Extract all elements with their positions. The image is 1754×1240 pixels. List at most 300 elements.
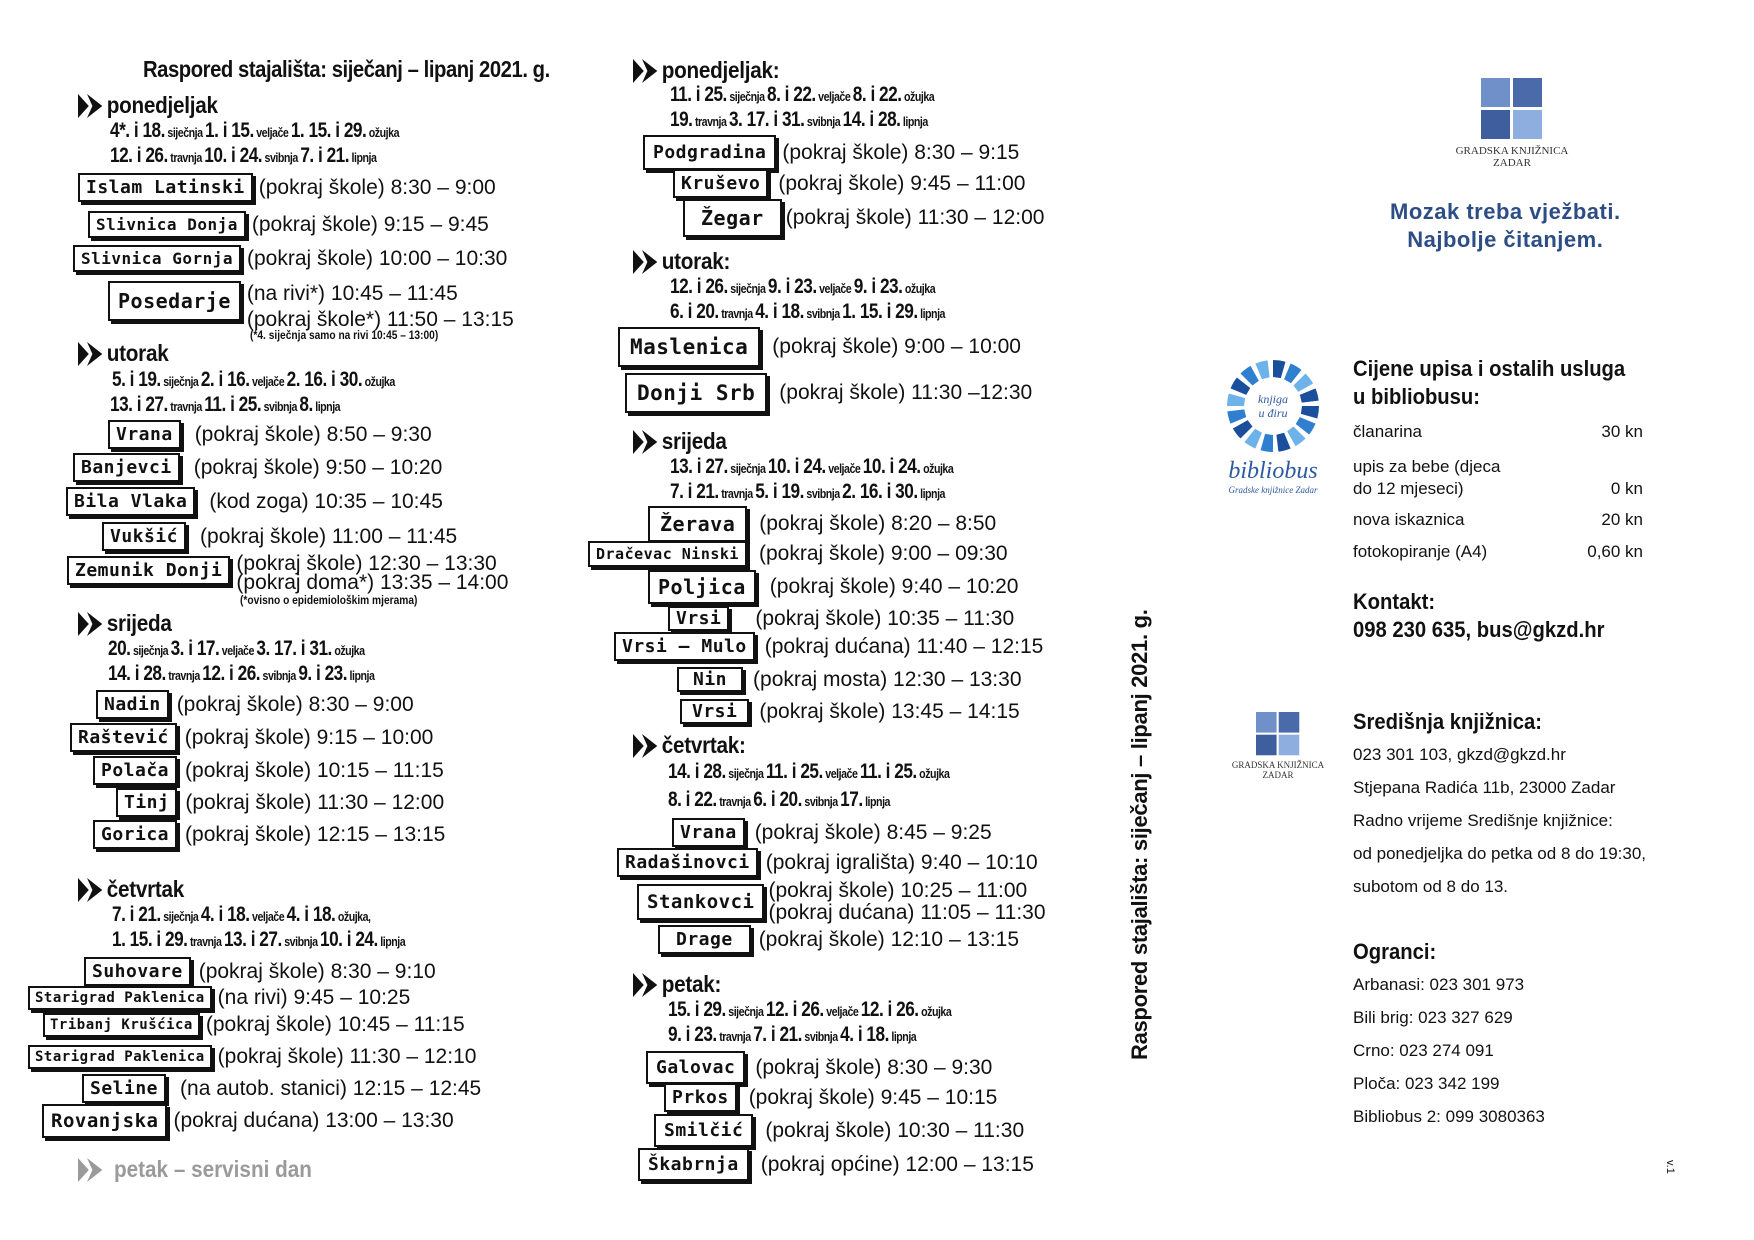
date-month: siječnja	[725, 766, 766, 781]
stop-name: Vrsi – Mulo	[614, 632, 755, 661]
arrow-icon	[78, 341, 103, 367]
arrow-icon	[633, 733, 658, 759]
central-line: od ponedjeljka do petka od 8 do 19:30,	[1353, 844, 1647, 863]
date-month: ožujka	[916, 766, 950, 781]
price-row	[1353, 542, 1643, 562]
day-label: ponedjeljak:	[661, 57, 780, 83]
bibliobus-wheel-icon	[1223, 356, 1323, 456]
stop-row	[78, 173, 496, 202]
date-month: svibnja	[281, 934, 320, 949]
date-numbers: 12. i 26.	[860, 998, 919, 1021]
date-numbers: 14. i 28.	[108, 662, 166, 685]
stop-time: (pokraj škole) 8:30 – 9:30	[755, 1055, 993, 1079]
stop-name: Radašinovci	[617, 848, 758, 877]
date-numbers: 4. i 18.	[755, 300, 804, 323]
stop-time: (pokraj mosta) 12:30 – 13:30	[753, 667, 1022, 691]
stop-row	[108, 420, 432, 449]
date-month: travnja	[716, 794, 754, 809]
day-heading-tuesday	[78, 340, 168, 367]
arrow-icon	[78, 93, 103, 119]
stop-time: (pokraj škole) 10:00 – 10:30	[247, 246, 508, 270]
date-numbers: 10. i 24.	[862, 455, 921, 478]
slogan-line: Mozak treba vježbati.	[1390, 199, 1621, 224]
stop-time: (pokraj škole) 8:30 – 9:10	[198, 959, 436, 983]
stop-name: Nin	[677, 667, 743, 692]
stop-time: (pokraj škole) 9:45 – 10:15	[748, 1085, 998, 1109]
stop-row	[116, 788, 444, 817]
stop-name: Žerava	[648, 506, 747, 542]
stop-row	[614, 632, 1043, 661]
stop-row	[646, 1051, 992, 1084]
stop-row	[42, 1104, 454, 1138]
bib-inner-2: u điru	[1258, 406, 1288, 420]
bibliobus-sub: Gradske knjižnice Zadar	[1228, 485, 1318, 495]
date-numbers: 1. 15. i 29.	[842, 300, 918, 323]
date-month: ožujka	[902, 281, 936, 296]
date-numbers: 19.	[670, 108, 693, 131]
day-label: srijeda	[661, 428, 727, 454]
footnote: (*ovisno o epidemiološkim mjerama)	[240, 593, 418, 607]
stop-name: Vrsi	[680, 699, 749, 724]
day-label: utorak	[106, 340, 169, 366]
date-numbers: 7. i 21.	[300, 144, 350, 167]
stop-name: Islam Latinski	[78, 173, 253, 202]
stop-name: Kruševo	[673, 169, 768, 198]
day-heading-thursday	[78, 876, 184, 903]
stop-row	[672, 818, 992, 847]
date-month: travnja	[167, 399, 205, 414]
date-month: veljače	[249, 909, 287, 924]
stop-time: (pokraj škole) 8:50 – 9:30	[194, 422, 432, 446]
date-month: siječnja	[164, 125, 206, 140]
date-numbers: 11. i 25.	[204, 393, 262, 416]
date-numbers: 1. 15. i 29.	[290, 119, 367, 142]
stop-name: Tribanj Krušćica	[43, 1013, 200, 1037]
central-title: Središnja knjižnica:	[1353, 709, 1542, 734]
day-label: ponedjeljak	[106, 92, 218, 118]
date-numbers: 4. i 18.	[840, 1023, 889, 1046]
library-logo-top	[1452, 78, 1572, 169]
stop-name: Dračevac Ninski	[588, 541, 747, 567]
date-numbers: 12. i 26.	[110, 144, 168, 167]
date-numbers: 4. i 18.	[286, 903, 336, 926]
stop-name: Starigrad Paklenica	[28, 986, 212, 1010]
date-numbers: 3. 17. i 31.	[728, 108, 805, 131]
date-month: lipnja	[900, 114, 928, 129]
date-month: travnja	[167, 150, 205, 165]
date-numbers: 15. i 29.	[668, 998, 726, 1021]
date-month: ožujka	[362, 374, 395, 389]
date-month: travnja	[716, 1029, 754, 1044]
price-value: 0 kn	[1610, 479, 1643, 498]
date-numbers: 11. i 25.	[670, 83, 727, 106]
bibliobus-name: bibliobus	[1228, 458, 1318, 484]
stop-row	[28, 986, 410, 1010]
date-numbers: 2. i 16.	[200, 368, 250, 391]
date-numbers: 10. i 24.	[767, 455, 826, 478]
dates-line	[668, 759, 949, 786]
stop-time: (pokraj škole) 9:40 – 10:20	[769, 575, 1019, 598]
stop-row	[28, 1045, 476, 1069]
price-label: fotokopiranje (A4)	[1353, 542, 1488, 561]
date-month: veljače	[822, 766, 860, 781]
stop-time: (pokraj škole) 11:30 – 12:00	[185, 790, 445, 814]
wheel-segment	[1261, 434, 1273, 452]
date-numbers: 14. i 28.	[668, 760, 726, 783]
date-numbers: 3. i 17.	[170, 637, 220, 660]
central-line: Stjepana Radića 11b, 23000 Zadar	[1353, 778, 1616, 797]
date-month: travnja	[718, 486, 756, 501]
stop-name: Suhovare	[84, 957, 191, 986]
stop-row	[643, 135, 1019, 170]
date-numbers: 1. i 15.	[205, 119, 254, 142]
date-numbers: 7. i 21.	[753, 1023, 802, 1046]
stop-time: (na rivi*) 10:45 – 11:45	[246, 282, 458, 305]
day-heading-monday	[633, 57, 779, 84]
day-label: četvrtak	[106, 876, 185, 902]
dates-line	[108, 661, 374, 688]
date-numbers: 8. i 22.	[668, 788, 717, 811]
stop-name: Smilčić	[654, 1114, 753, 1147]
stop-row	[654, 1114, 1024, 1147]
date-month: lipnja	[349, 150, 377, 165]
library-logo-icon	[1256, 712, 1300, 756]
stop-time: (pokraj škole) 11:00 – 11:45	[200, 524, 458, 548]
wheel-segment	[1273, 360, 1285, 378]
branch-line: Bibliobus 2: 099 3080363	[1353, 1107, 1545, 1126]
day-label: četvrtak:	[661, 732, 746, 758]
dates-line	[110, 143, 376, 170]
price-label-2: do 12 mjeseci)	[1353, 479, 1464, 498]
date-numbers: 5. i 19.	[112, 368, 161, 391]
date-numbers: 9. i 23.	[668, 1023, 717, 1046]
slogan	[1390, 198, 1621, 254]
prices-title-line: Cijene upisa i ostalih usluga	[1353, 356, 1626, 381]
arrow-icon	[78, 611, 103, 637]
date-numbers: 2. 16. i 30.	[286, 368, 363, 391]
date-month: travnja	[692, 114, 729, 129]
vertical-title: Raspored stajališta: siječanj – lipanj 2021. g.	[1127, 609, 1152, 1060]
day-heading-thursday	[633, 732, 746, 759]
stop-row	[638, 1148, 1034, 1181]
date-numbers: 2. 16. i 30.	[842, 480, 918, 503]
stop-name: Vukšić	[102, 522, 186, 551]
date-numbers: 4*. i 18.	[110, 119, 165, 142]
stop-name: Posedarje	[108, 281, 241, 321]
arrow-icon	[633, 972, 658, 998]
date-month: veljače	[219, 643, 257, 658]
stop-row	[43, 1013, 465, 1037]
date-numbers: 8.	[299, 393, 313, 416]
date-month: siječnja	[160, 909, 201, 924]
logo-text: GRADSKA KNJIŽNICA	[1455, 145, 1569, 157]
date-numbers: 12. i 26.	[202, 662, 261, 685]
stop-row	[625, 373, 1032, 413]
date-numbers: 11. i 25.	[859, 760, 917, 783]
dates-line	[110, 118, 399, 145]
stop-time-2: (pokraj škole*) 11:50 – 13:15	[246, 308, 514, 331]
date-numbers: 9. i 23.	[767, 275, 817, 298]
stop-time: (pokraj škole) 9:15 – 9:45	[251, 212, 489, 236]
arrow-icon	[633, 249, 658, 275]
stop-row	[108, 281, 514, 333]
dates-line	[670, 454, 953, 481]
wheel-segment	[1301, 406, 1319, 418]
stop-time: (pokraj škole) 13:45 – 14:15	[759, 699, 1020, 723]
stop-name: Nadin	[96, 690, 169, 719]
stop-time: (pokraj škole) 11:30 – 12:00	[785, 206, 1045, 229]
contact-title: Kontakt:	[1353, 589, 1436, 614]
arrow-icon	[78, 877, 103, 903]
dates-line	[110, 392, 340, 419]
stop-row	[648, 570, 1018, 604]
day-label: utorak:	[661, 248, 731, 274]
stop-row	[637, 880, 1046, 924]
dates-line	[668, 997, 951, 1024]
stop-time: (pokraj škole) 9:00 – 10:00	[772, 335, 1021, 358]
date-month: travnja	[187, 934, 224, 949]
stop-name: Maslenica	[618, 327, 760, 367]
dates-line	[670, 299, 945, 326]
stop-time: (pokraj škole) 12:30 – 13:30	[236, 552, 497, 575]
stop-time: (pokraj škole) 8:45 – 9:25	[754, 820, 992, 844]
arrow-icon	[633, 429, 658, 455]
date-month: lipnja	[312, 399, 341, 414]
library-logo-small	[1228, 712, 1328, 780]
date-numbers: 13. i 27.	[110, 393, 168, 416]
central-line: Radno vrijeme Središnje knjižnice:	[1353, 811, 1613, 830]
date-numbers: 7. i 21.	[112, 903, 161, 926]
dates-line	[668, 1022, 916, 1049]
day-heading-wednesday	[78, 610, 172, 637]
date-numbers: 13. i 27.	[223, 928, 282, 951]
stop-time: (pokraj škole) 10:30 – 11:30	[765, 1118, 1025, 1142]
day-heading-wednesday	[633, 428, 727, 455]
stop-row	[66, 487, 443, 516]
stop-name: Tinj	[116, 788, 177, 817]
stop-time: (pokraj škole) 8:30 – 9:15	[782, 140, 1020, 164]
stop-time-2: (pokraj doma*) 13:35 – 14:00	[236, 571, 509, 594]
date-numbers: 6. i 20.	[670, 300, 719, 323]
stop-time: (pokraj škole) 9:45 – 11:00	[778, 171, 1026, 195]
date-numbers: 1. 15. i 29.	[112, 928, 188, 951]
date-month: siječnja	[727, 281, 768, 296]
date-numbers: 10. i 24.	[204, 144, 263, 167]
wheel-segment	[1300, 388, 1319, 402]
library-logo-icon	[1481, 78, 1543, 140]
stop-name: Gorica	[93, 820, 177, 849]
stop-row	[588, 541, 1008, 567]
dates-line	[112, 367, 395, 394]
date-numbers: 9. i 23.	[298, 662, 348, 685]
stop-name: Vrsi	[668, 606, 729, 631]
arrow-icon	[633, 58, 658, 84]
stop-name: Podgradina	[643, 135, 776, 170]
date-month: travnja	[718, 306, 756, 321]
wheel-segment	[1227, 394, 1245, 406]
date-numbers: 12. i 26.	[670, 275, 728, 298]
price-value: 0,60 kn	[1587, 542, 1643, 561]
date-month: lipnja	[917, 486, 945, 501]
date-month: svibnja	[803, 486, 843, 501]
date-month: ožujka	[331, 643, 365, 658]
stop-time: (pokraj škole) 11:30 – 12:10	[217, 1045, 477, 1068]
stop-name: Starigrad Paklenica	[28, 1045, 212, 1069]
stop-name: Banjevci	[73, 453, 180, 482]
stop-name: Stankovci	[637, 884, 764, 920]
stop-row	[102, 522, 457, 551]
wheel-segment	[1276, 433, 1290, 452]
dates-line	[670, 82, 934, 109]
stop-row	[683, 199, 1045, 237]
dates-line	[670, 274, 935, 301]
date-month: siječnja	[725, 1004, 766, 1019]
day-heading-monday	[78, 92, 218, 119]
stop-name: Slivnica Donja	[88, 211, 246, 238]
stop-name: Raštević	[70, 723, 177, 752]
stop-row	[677, 667, 1022, 692]
stop-row	[93, 756, 444, 785]
stop-row	[96, 690, 414, 719]
branch-line: Ploča: 023 342 199	[1353, 1074, 1500, 1093]
stop-time: (pokraj dućana) 11:40 – 12:15	[764, 634, 1044, 658]
central-line: subotom od 8 do 13.	[1353, 877, 1509, 896]
stop-name: Škabrnja	[638, 1148, 749, 1181]
stop-time: (kod zoga) 10:35 – 10:45	[209, 489, 443, 513]
stop-row	[93, 820, 445, 849]
date-month: siječnja	[726, 89, 767, 104]
price-label: nova iskaznica	[1353, 510, 1465, 529]
date-month: svibnja	[262, 150, 301, 165]
date-numbers: 9. i 23.	[853, 275, 903, 298]
price-label: članarina	[1353, 422, 1422, 441]
day-heading-friday	[633, 971, 721, 998]
date-month: travnja	[165, 668, 203, 683]
stop-name: Žegar	[683, 199, 782, 237]
date-numbers: 6. i 20.	[753, 788, 802, 811]
stop-row	[617, 848, 1038, 877]
stop-time-2: (pokraj dućana) 11:05 – 11:30	[768, 901, 1046, 924]
dates-line	[670, 479, 945, 506]
branch-line: Crno: 023 274 091	[1353, 1041, 1494, 1060]
date-month: lipnja	[917, 306, 945, 321]
date-month: lipnja	[347, 668, 375, 683]
wheel-segment	[1255, 360, 1269, 379]
date-month: veljače	[815, 89, 853, 104]
stop-row	[668, 606, 1014, 631]
wheel-segment	[1227, 409, 1246, 423]
footnote: (*4. siječnja samo na rivi 10:45 – 13:00)	[250, 328, 439, 342]
branch-line: Bili brig: 023 327 629	[1353, 1008, 1513, 1027]
schedule-title: Raspored stajališta: siječanj – lipanj 2021. g.	[143, 56, 550, 82]
central-line: 023 301 103, gkzd@gkzd.hr	[1353, 745, 1566, 764]
date-numbers: 7. i 21.	[670, 480, 719, 503]
date-month: ožujka,	[335, 909, 371, 924]
stop-time: (pokraj škole) 10:15 – 11:15	[185, 758, 444, 782]
price-label: upis za bebe (djeca	[1353, 457, 1501, 476]
stop-name: Galovac	[646, 1051, 745, 1084]
date-month: lipnja	[377, 934, 406, 949]
service-day-label: petak – servisni dan	[114, 1156, 312, 1182]
price-value: 20 kn	[1601, 510, 1643, 529]
date-month: svibnja	[804, 114, 843, 129]
date-month: svibnja	[260, 668, 299, 683]
date-month: svibnja	[801, 794, 841, 809]
price-row	[1353, 456, 1643, 500]
stop-row	[67, 554, 508, 592]
stop-time: (pokraj igrališta) 9:40 – 10:10	[765, 850, 1038, 874]
day-heading-tuesday	[633, 248, 730, 275]
date-month: veljače	[253, 125, 291, 140]
stop-time: (pokraj škole) 9:15 – 10:00	[184, 725, 434, 749]
stop-time: (na autob. stanici) 12:15 – 12:45	[180, 1076, 482, 1100]
contact-block	[1353, 588, 1604, 644]
bib-inner-1: knjiga	[1258, 392, 1288, 406]
stop-name: Polača	[93, 756, 177, 785]
dates-line	[668, 787, 890, 814]
date-numbers: 20.	[108, 637, 131, 660]
price-value: 30 kn	[1601, 422, 1643, 441]
stop-name: Seline	[82, 1074, 166, 1103]
price-row	[1353, 422, 1643, 442]
stop-time: (pokraj škole) 8:30 – 9:00	[176, 692, 414, 716]
date-month: ožujka	[918, 1004, 952, 1019]
version-label: v.1	[1664, 1160, 1676, 1174]
service-day-note	[78, 1156, 312, 1183]
date-month: veljače	[249, 374, 287, 389]
stop-row	[673, 169, 1025, 198]
stop-row	[680, 699, 1020, 724]
branches-title: Ogranci:	[1353, 939, 1437, 964]
stop-row	[70, 723, 433, 752]
prices-title-line: u bibliobusu:	[1353, 384, 1481, 409]
date-numbers: 5. i 19.	[755, 480, 804, 503]
stop-row	[84, 957, 436, 986]
date-numbers: 8. i 22.	[766, 83, 816, 106]
day-label: srijeda	[106, 610, 172, 636]
contact-value: 098 230 635, bus@gkzd.hr	[1353, 617, 1605, 642]
date-month: ožujka	[901, 89, 935, 104]
branch-line: Arbanasi: 023 301 973	[1353, 975, 1525, 994]
date-numbers: 13. i 27.	[670, 455, 728, 478]
date-month: veljače	[816, 281, 854, 296]
stop-row	[648, 506, 996, 542]
stop-time: (pokraj škole) 12:15 – 13:15	[185, 822, 446, 846]
date-month: svibnja	[801, 1029, 841, 1044]
day-label: petak:	[661, 971, 722, 997]
dates-line	[670, 107, 928, 134]
dates-line	[112, 902, 371, 929]
date-month: ožujka	[920, 461, 954, 476]
stop-name: Drage	[658, 925, 751, 954]
date-numbers: 3. 17. i 31.	[256, 637, 332, 660]
stop-name: Poljica	[648, 570, 756, 604]
stop-name: Vrana	[108, 420, 181, 449]
date-numbers: 4. i 18.	[200, 903, 250, 926]
stop-time: (pokraj škole) 9:00 – 09:30	[758, 542, 1008, 565]
date-month: svibnja	[803, 306, 843, 321]
bibliobus-logo	[1218, 356, 1328, 495]
stop-name: Vrana	[672, 818, 745, 847]
stop-name: Prkos	[664, 1083, 737, 1112]
date-month: siječnja	[130, 643, 171, 658]
date-numbers: 11. i 25.	[765, 760, 823, 783]
stop-time: (pokraj škole) 10:25 – 11:00	[768, 879, 1028, 902]
date-numbers: 17.	[840, 788, 863, 811]
stop-name: Rovanjska	[42, 1104, 167, 1138]
logo-text: ZADAR	[1493, 157, 1531, 169]
date-month: siječnja	[727, 461, 768, 476]
